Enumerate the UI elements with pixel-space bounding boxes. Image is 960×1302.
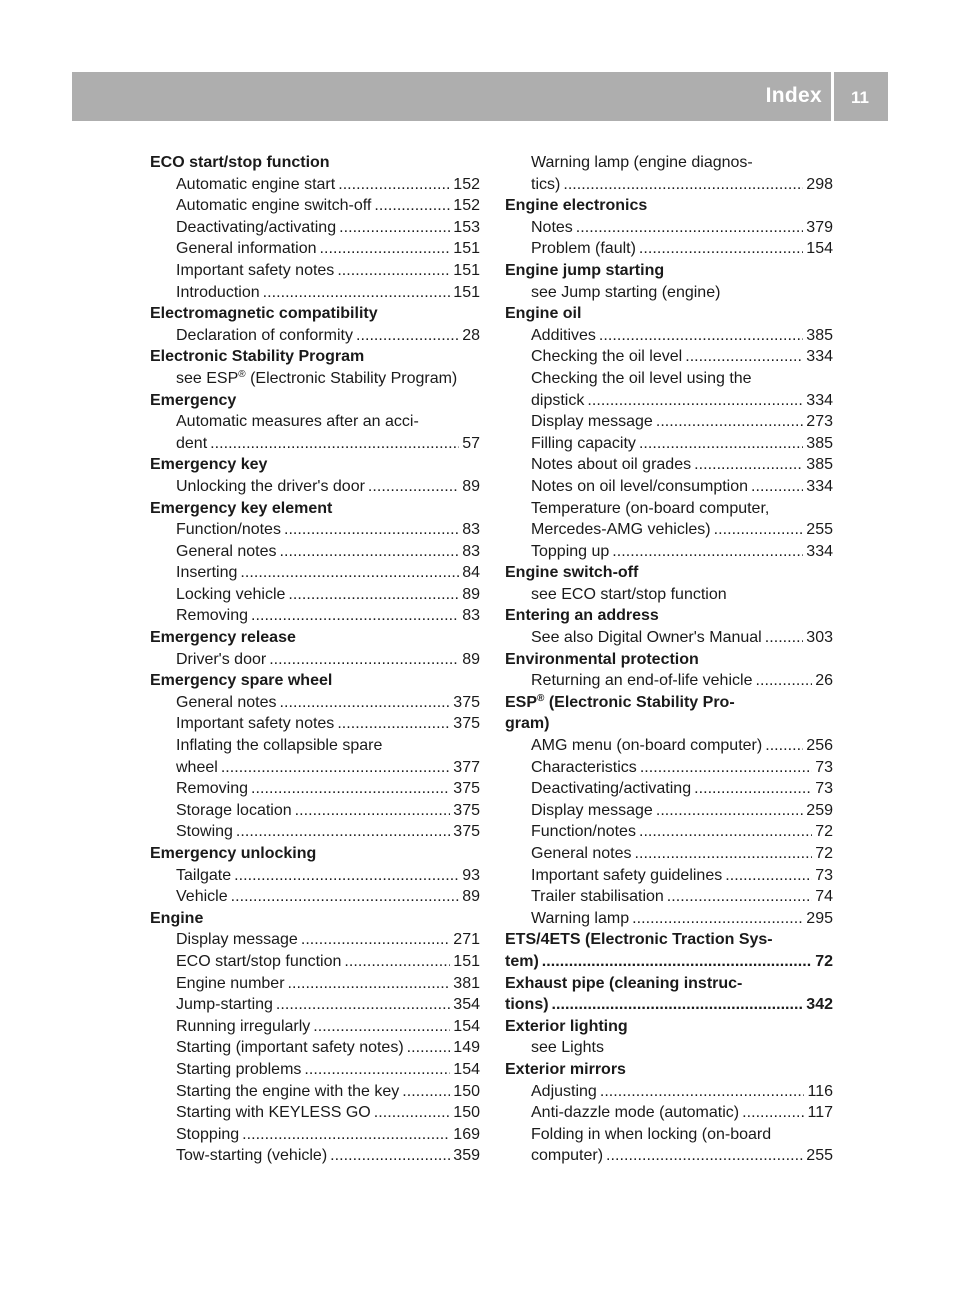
index-heading-entry [505, 994, 833, 1016]
entry-label: Automatic engine start [176, 175, 336, 193]
entry-label: Starting the engine with the key [176, 1082, 400, 1100]
entry-label: Declaration of conformity [176, 326, 353, 344]
page-reference: 28 [462, 326, 480, 344]
page-reference: 334 [806, 542, 833, 560]
index-entry [150, 973, 480, 995]
index-heading: Entering an address [505, 607, 659, 625]
leader-dots [337, 713, 450, 735]
page-reference: 303 [806, 629, 833, 647]
entry-label: Additives [531, 326, 596, 344]
index-entry [150, 865, 480, 887]
index-entry [505, 454, 833, 476]
index-heading: Emergency spare wheel [150, 672, 333, 690]
entry-label: wheel [176, 758, 218, 776]
page-reference: 116 [807, 1082, 833, 1100]
page-reference: 334 [806, 391, 833, 409]
leader-dots [280, 541, 460, 563]
page-reference: 381 [453, 974, 480, 992]
index-entry-continued: Inflating the collapsible spare [176, 737, 383, 755]
entry-label: Vehicle [176, 888, 228, 906]
index-entry [505, 886, 833, 908]
index-entry [150, 476, 480, 498]
page-reference: 117 [807, 1104, 833, 1122]
page-reference: 342 [806, 996, 833, 1014]
entry-label: General notes [176, 693, 277, 711]
ref-text: see ESP [176, 369, 239, 387]
index-entry [505, 390, 833, 412]
index-entry [505, 865, 833, 887]
index-entry-continued: Warning lamp (engine diagnos- [531, 154, 753, 171]
leader-dots [288, 584, 459, 606]
leader-dots [344, 951, 450, 973]
page-reference: 334 [806, 348, 833, 366]
page-reference: 89 [462, 888, 480, 906]
index-entry [150, 692, 480, 714]
index-entry [150, 1016, 480, 1038]
page-reference: 154 [453, 1017, 480, 1035]
index-entry [150, 562, 480, 584]
index-entry [505, 1145, 833, 1167]
index-entry [505, 670, 833, 692]
leader-dots [755, 670, 812, 692]
leader-dots [656, 800, 803, 822]
entry-label: Engine number [176, 974, 285, 992]
index-entry [150, 282, 480, 304]
index-entry [150, 994, 480, 1016]
page-reference: 375 [453, 780, 480, 798]
index-heading: Electronic Stability Program [150, 348, 365, 366]
entry-label: Important safety notes [176, 261, 335, 279]
leader-dots [632, 908, 803, 930]
index-column-left [150, 152, 480, 1167]
leader-dots [304, 1059, 450, 1081]
page-reference: 273 [806, 413, 833, 431]
leader-dots [356, 325, 459, 347]
page-reference: 152 [453, 197, 480, 215]
index-entry [150, 605, 480, 627]
leader-dots [751, 476, 803, 498]
page-reference: 153 [453, 218, 480, 236]
leader-dots [221, 757, 450, 779]
page-reference: 89 [462, 650, 480, 668]
entry-label: Starting problems [176, 1060, 302, 1078]
entry-label: General notes [176, 542, 277, 560]
index-entry [150, 541, 480, 563]
page-reference: 83 [462, 607, 480, 625]
registered-mark: ® [238, 368, 246, 380]
page-reference: 385 [806, 326, 833, 344]
leader-dots [612, 541, 803, 563]
index-entry [505, 411, 833, 433]
page-reference: 334 [806, 477, 833, 495]
leader-dots [600, 1081, 805, 1103]
entry-label: Jump-starting [176, 996, 273, 1014]
page-reference: 169 [453, 1125, 480, 1143]
index-heading: ETS/4ETS (Electronic Traction Sys- [505, 931, 773, 949]
see-reference [505, 282, 833, 304]
index-heading: Emergency release [150, 629, 296, 647]
index-entry [505, 908, 833, 930]
ref-text: see Jump starting (engine) [531, 283, 721, 301]
page-reference: 149 [453, 1039, 480, 1057]
index-entry [505, 843, 833, 865]
page-reference: 151 [453, 261, 480, 279]
ref-text: ESP [505, 693, 538, 711]
page-reference: 375 [453, 801, 480, 819]
entry-label: Unlocking the driver's door [176, 477, 365, 495]
page-reference: 354 [453, 996, 480, 1014]
ref-text: see Lights [531, 1039, 604, 1057]
page-reference: 93 [462, 866, 480, 884]
index-entry-continued: Temperature (on-board computer, [531, 499, 770, 517]
index-entry [505, 541, 833, 563]
page-reference: 84 [462, 564, 480, 582]
leader-dots [339, 217, 450, 239]
entry-label: Checking the oil level [531, 348, 683, 366]
index-entry [505, 238, 833, 260]
see-reference [150, 368, 480, 390]
index-entry [150, 800, 480, 822]
index-heading: Exterior lighting [505, 1017, 628, 1035]
page-reference: 152 [453, 175, 480, 193]
index-entry-continued: Folding in when locking (on-board [531, 1125, 772, 1143]
index-entry [150, 1102, 480, 1124]
leader-dots [694, 778, 812, 800]
page-reference: 150 [453, 1104, 480, 1122]
entry-label: Warning lamp [531, 909, 630, 927]
entry-label: tics) [531, 175, 561, 193]
page-reference: 375 [453, 715, 480, 733]
index-entry [505, 800, 833, 822]
registered-mark: ® [537, 692, 545, 704]
index-entry [150, 713, 480, 735]
see-reference [505, 584, 833, 606]
leader-dots [210, 433, 459, 455]
index-entry [150, 951, 480, 973]
entry-label: Stopping [176, 1125, 240, 1143]
entry-label: AMG menu (on-board computer) [531, 737, 763, 755]
index-entry [150, 174, 480, 196]
entry-label: Automatic engine switch-off [176, 197, 372, 215]
leader-dots [337, 260, 450, 282]
entry-label: Notes [531, 218, 573, 236]
leader-dots [407, 1037, 451, 1059]
index-entry [150, 217, 480, 239]
leader-dots [263, 282, 451, 304]
leader-dots [639, 821, 812, 843]
entry-label: tions) [505, 996, 549, 1014]
page-reference: 150 [453, 1082, 480, 1100]
leader-dots [656, 411, 803, 433]
page-reference: 72 [815, 823, 833, 841]
page-reference: 154 [453, 1060, 480, 1078]
index-heading: Environmental protection [505, 650, 699, 668]
entry-label: Starting (important safety notes) [176, 1039, 404, 1057]
index-entry [505, 778, 833, 800]
page-reference: 154 [806, 240, 833, 258]
leader-dots [640, 757, 812, 779]
page-reference: 375 [453, 823, 480, 841]
leader-dots [313, 1016, 450, 1038]
index-entry [505, 1102, 833, 1124]
index-heading: Engine [150, 909, 204, 927]
entry-label: Returning an end-of-life vehicle [531, 672, 753, 690]
entry-label: See also Digital Owner's Manual [531, 629, 762, 647]
leader-dots [599, 325, 803, 347]
ref-text: see ECO start/stop function [531, 585, 727, 603]
leader-dots [251, 778, 450, 800]
leader-dots [606, 1145, 803, 1167]
page-reference: 385 [806, 434, 833, 452]
leader-dots [330, 1145, 450, 1167]
page-number: 11 [851, 88, 869, 107]
index-entry [505, 757, 833, 779]
page-reference: 72 [815, 952, 833, 970]
index-entry [505, 519, 833, 541]
leader-dots [552, 994, 804, 1016]
page-reference: 89 [462, 585, 480, 603]
page-reference: 73 [815, 866, 833, 884]
leader-dots [374, 195, 450, 217]
leader-dots [242, 1124, 450, 1146]
page-reference: 255 [806, 521, 833, 539]
index-entry [150, 519, 480, 541]
entry-label: Tow-starting (vehicle) [176, 1147, 328, 1165]
leader-dots [639, 238, 803, 260]
page-reference: 377 [453, 758, 480, 776]
entry-label: Display message [176, 931, 298, 949]
header-separator [831, 72, 834, 121]
index-heading: Exhaust pipe (cleaning instruc- [505, 974, 743, 992]
leader-dots [765, 627, 804, 649]
entry-label: Anti-dazzle mode (automatic) [531, 1104, 740, 1122]
leader-dots [234, 865, 459, 887]
index-entry [150, 1059, 480, 1081]
page-reference: 83 [462, 521, 480, 539]
entry-label: Deactivating/activating [531, 780, 692, 798]
page-reference: 256 [806, 737, 833, 755]
entry-label: Important safety guidelines [531, 866, 723, 884]
leader-dots [402, 1081, 450, 1103]
index-heading: Engine oil [505, 305, 582, 323]
index-entry [150, 433, 480, 455]
page-reference: 74 [815, 888, 833, 906]
index-heading-entry [505, 951, 833, 973]
entry-label: Inserting [176, 564, 238, 582]
leader-dots [231, 886, 460, 908]
entry-label: Mercedes-AMG vehicles) [531, 521, 711, 539]
index-heading [505, 692, 833, 714]
index-entry [150, 886, 480, 908]
leader-dots [236, 821, 450, 843]
entry-label: Display message [531, 801, 653, 819]
entry-label: dent [176, 434, 208, 452]
index-heading: Exterior mirrors [505, 1060, 626, 1078]
page-reference: 73 [815, 780, 833, 798]
index-heading: Emergency unlocking [150, 845, 317, 862]
entry-label: Stowing [176, 823, 233, 841]
entry-label: tem) [505, 952, 539, 970]
entry-label: Notes about oil grades [531, 456, 692, 474]
leader-dots [320, 238, 451, 260]
page-reference: 73 [815, 758, 833, 776]
page-reference: 255 [806, 1147, 833, 1165]
entry-label: Topping up [531, 542, 610, 560]
page-reference: 151 [453, 240, 480, 258]
index-heading: Emergency key element [150, 499, 333, 517]
leader-dots [295, 800, 451, 822]
index-entry [150, 260, 480, 282]
leader-dots [284, 519, 459, 541]
index-entry [505, 174, 833, 196]
index-entry [150, 195, 480, 217]
leader-dots [714, 519, 804, 541]
entry-label: General information [176, 240, 317, 258]
leader-dots [301, 929, 450, 951]
entry-label: Storage location [176, 801, 292, 819]
leader-dots [765, 735, 803, 757]
entry-label: Function/notes [176, 521, 281, 539]
leader-dots [635, 843, 813, 865]
page-reference: 271 [453, 931, 480, 949]
entry-label: Tailgate [176, 866, 232, 884]
index-entry [150, 1124, 480, 1146]
page-reference: 259 [806, 801, 833, 819]
index-heading: Emergency key [150, 456, 268, 474]
entry-label: Deactivating/activating [176, 218, 337, 236]
entry-label: Trailer stabilisation [531, 888, 664, 906]
index-entry [150, 1081, 480, 1103]
index-entry [505, 433, 833, 455]
leader-dots [639, 433, 803, 455]
entry-label: Function/notes [531, 823, 636, 841]
page-reference: 359 [453, 1147, 480, 1165]
entry-label: Problem (fault) [531, 240, 636, 258]
index-entry [150, 238, 480, 260]
entry-label: computer) [531, 1147, 604, 1165]
entry-label: Notes on oil level/consumption [531, 477, 749, 495]
index-column-right [505, 152, 833, 1167]
page-reference: 151 [453, 283, 480, 301]
entry-label: ECO start/stop function [176, 952, 342, 970]
page-reference: 72 [815, 845, 833, 862]
leader-dots [694, 454, 803, 476]
leader-dots [288, 973, 451, 995]
page-reference: 298 [806, 175, 833, 193]
index-entry [505, 346, 833, 368]
index-heading: Engine switch-off [505, 564, 639, 582]
index-entry [150, 757, 480, 779]
entry-label: Removing [176, 780, 249, 798]
index-entry [150, 1145, 480, 1167]
entry-label: General notes [531, 845, 632, 862]
page-title: Index [765, 84, 822, 107]
leader-dots [269, 649, 459, 671]
index-entry [505, 821, 833, 843]
page-reference: 57 [462, 434, 480, 452]
index-entry [150, 584, 480, 606]
entry-label: Starting with KEYLESS GO [176, 1104, 371, 1122]
page-reference: 83 [462, 542, 480, 560]
leader-dots [338, 174, 450, 196]
page-reference: 379 [806, 218, 833, 236]
index-heading: Emergency [150, 391, 237, 409]
index-entry [505, 476, 833, 498]
leader-dots [563, 174, 803, 196]
entry-label: dipstick [531, 391, 585, 409]
ref-text: (Electronic Stability Pro- [544, 693, 735, 711]
index-entry [150, 649, 480, 671]
leader-dots [542, 951, 812, 973]
leader-dots [587, 390, 803, 412]
page-reference: 89 [462, 477, 480, 495]
entry-label: Driver's door [176, 650, 267, 668]
entry-label: Introduction [176, 283, 260, 301]
leader-dots [251, 605, 459, 627]
index-entry [150, 1037, 480, 1059]
index-entry [505, 1081, 833, 1103]
index-entry [505, 325, 833, 347]
page-reference: 375 [453, 693, 480, 711]
leader-dots [276, 994, 450, 1016]
index-heading: ECO start/stop function [150, 154, 330, 171]
page-reference: 26 [815, 672, 833, 690]
leader-dots [725, 865, 812, 887]
entry-label: Running irregularly [176, 1017, 311, 1035]
entry-label: Locking vehicle [176, 585, 286, 603]
index-entry-continued: Automatic measures after an acci- [176, 413, 419, 431]
index-entry [505, 627, 833, 649]
entry-label: Adjusting [531, 1082, 597, 1100]
entry-label: Display message [531, 413, 653, 431]
leader-dots [742, 1102, 804, 1124]
leader-dots [240, 562, 459, 584]
leader-dots [667, 886, 812, 908]
leader-dots [685, 346, 803, 368]
page-reference: 385 [806, 456, 833, 474]
page-reference: 151 [453, 952, 480, 970]
index-entry [150, 821, 480, 843]
index-heading: Engine jump starting [505, 261, 665, 279]
index-heading: Electromagnetic compatibility [150, 305, 378, 323]
entry-label: Characteristics [531, 758, 637, 776]
index-entry [505, 217, 833, 239]
entry-label: Important safety notes [176, 715, 335, 733]
index-entry [150, 929, 480, 951]
see-reference [505, 1037, 833, 1059]
index-entry [505, 735, 833, 757]
leader-dots [280, 692, 451, 714]
ref-text: (Electronic Stability Program) [245, 369, 458, 387]
index-entry-continued: Checking the oil level using the [531, 369, 752, 387]
entry-label: Filling capacity [531, 434, 636, 452]
page-reference: 295 [806, 909, 833, 927]
index-entry [150, 325, 480, 347]
index-heading: Engine electronics [505, 197, 648, 215]
leader-dots [374, 1102, 451, 1124]
index-entry [150, 778, 480, 800]
leader-dots [576, 217, 804, 239]
entry-label: Removing [176, 607, 249, 625]
leader-dots [368, 476, 459, 498]
index-heading: gram) [505, 715, 550, 733]
